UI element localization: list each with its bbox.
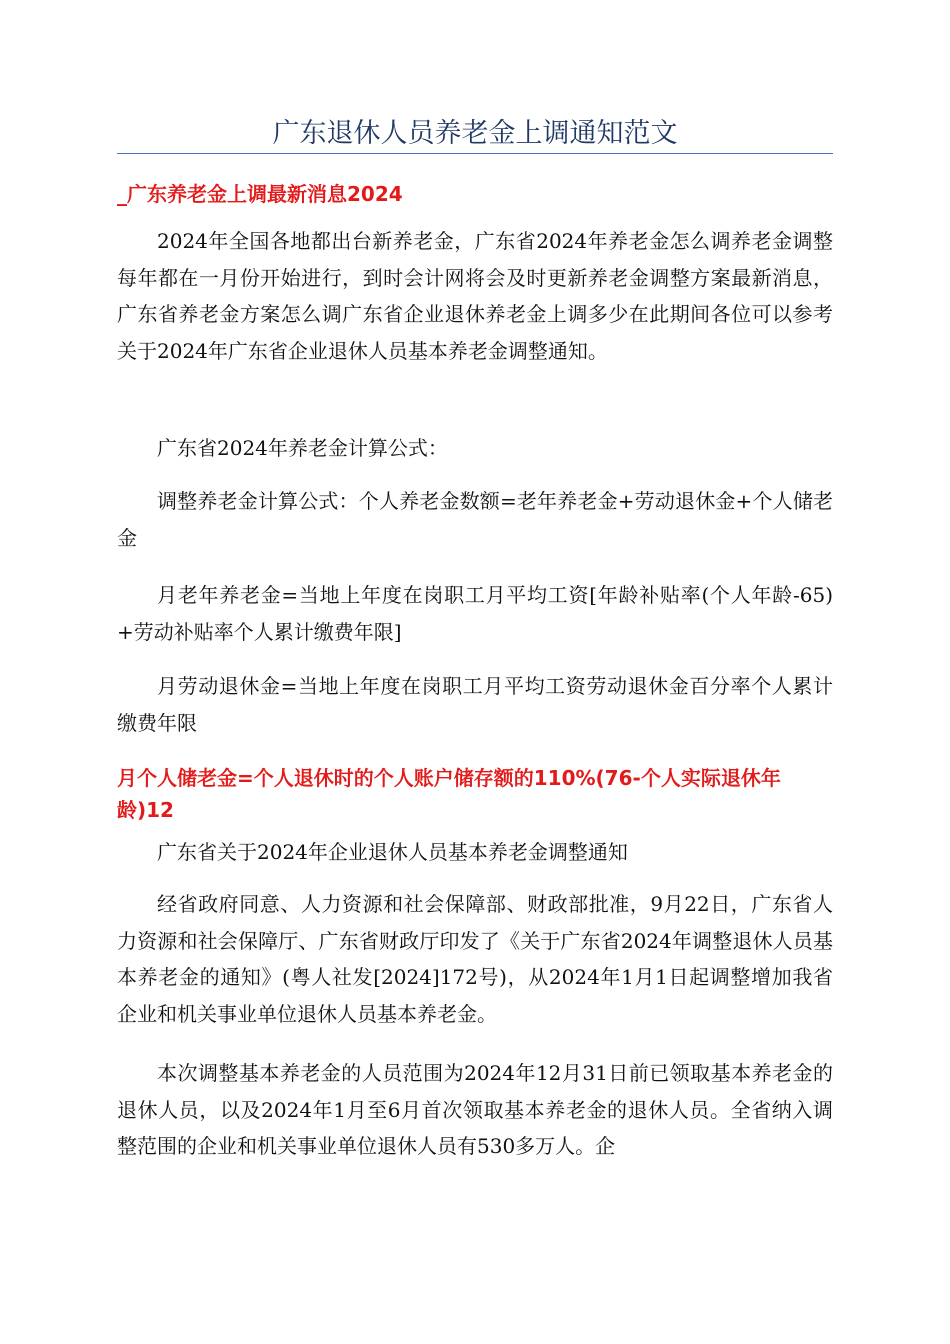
title-underline [117, 153, 833, 154]
document-title: 广东退休人员养老金上调通知范文 [272, 118, 678, 149]
section-heading-personal-savings: 月个人储老金=个人退休时的个人账户储存额的110%(76-个人实际退休年龄)12 [117, 766, 781, 822]
paragraph-formula-title: 广东省2024年养老金计算公式： [157, 436, 448, 460]
paragraph-notice-title: 广东省关于2024年企业退休人员基本养老金调整通知 [157, 840, 628, 864]
paragraph-approval: 经省政府同意、人力资源和社会保障部、财政部批准，9月22日，广东省人力资源和社会保障厅、广东省财政厅印发了《关于广东省2024年调整退休人员基本养老金的通知》(粤人社发[2024]172号)，从2024年1月1日起调整增加我省企业和机关事业单位退休人员基本养老金。 [117, 892, 833, 1026]
paragraph-scope: 本次调整基本养老金的人员范围为2024年12月31日前已领取基本养老金的退休人员，以及2024年1月至6月首次领取基本养老金的退休人员。全省纳入调整范围的企业和机关事业单位退休人员有530多万人。企 [117, 1061, 833, 1158]
paragraph-formula-total: 调整养老金计算公式：个人养老金数额=老年养老金+劳动退休金+个人储老金 [117, 489, 833, 550]
paragraph-formula-labor: 月劳动退休金=当地上年度在岗职工月平均工资劳动退休金百分率个人累计缴费年限 [117, 674, 833, 735]
section-heading-latest-news: _广东养老金上调最新消息2024 [117, 182, 403, 206]
paragraph-formula-old-age: 月老年养老金=当地上年度在岗职工月平均工资[年龄补贴率(个人年龄-65)+劳动补贴率个人累计缴费年限] [117, 583, 833, 644]
paragraph-intro: 2024年全国各地都出台新养老金，广东省2024年养老金怎么调养老金调整每年都在一月份开始进行，到时会计网将会及时更新养老金调整方案最新消息，广东省养老金方案怎么调广东省企业退休养老金上调多少在此期间各位可以参考关于2024年广东省企业退休人员基本养老金调整通知。 [117, 229, 833, 363]
